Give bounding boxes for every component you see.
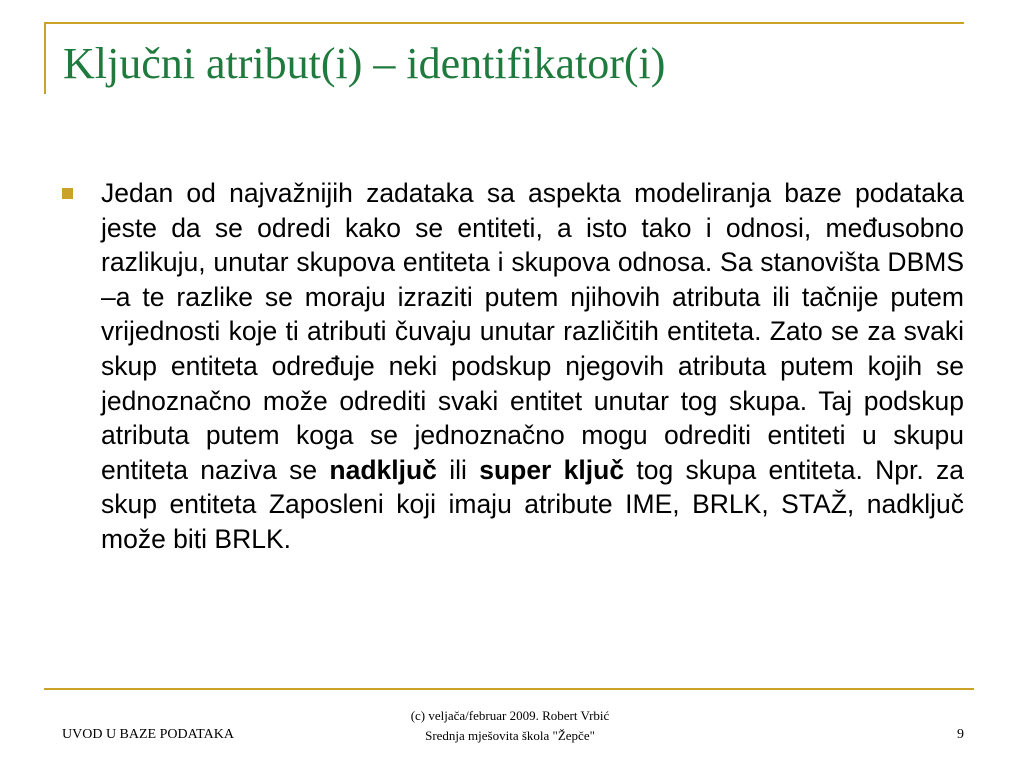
page-number: 9 bbox=[957, 727, 964, 742]
footer-copyright-line-2: Srednja mješovita škola "Žepče" bbox=[425, 728, 595, 743]
term-super-kljuc: super ključ bbox=[479, 454, 625, 485]
bottom-divider bbox=[44, 688, 974, 690]
left-divider bbox=[44, 22, 46, 94]
square-bullet-icon bbox=[62, 188, 73, 199]
term-nadkljuc: nadključ bbox=[329, 454, 437, 485]
slide-body bbox=[62, 176, 964, 557]
top-divider bbox=[44, 22, 964, 24]
footer-copyright-line-1: (c) veljača/februar 2009. Robert Vrbić bbox=[410, 708, 610, 723]
body-text-part-1: Jedan od najvažnijih zadataka sa aspekta modeliranja baze podataka jeste da se odredi kako se entiteti, a isto tako i odnosi, međusobno razlikuju, unutar skupova entiteta i skupova odnosa. Sa stanovišta DBMS –a te razlike se moraju izraziti putem njihovih atributa ili tačnije putem vrijednosti koje ti atributi čuvaju unutar različitih entiteta. Zato se za svaki skup entiteta određuje neki podskup njegovih atributa putem kojih se jednoznačno može odrediti svaki entitet unutar tog skupa. Taj podskup atributa putem koga se jednoznačno mogu odrediti entiteti u skupu entiteta naziva se bbox=[101, 178, 964, 485]
footer-course-title: UVOD U BAZE PODATAKA bbox=[62, 727, 234, 742]
body-text-part-3: tog skupa entiteta. Npr. za skup entiteta Zaposleni koji imaju atribute IME, BRLK, STAŽ, nadključ može biti BRLK. bbox=[101, 454, 964, 554]
footer-copyright bbox=[355, 706, 665, 746]
slide-title: Ključni atribut(i) – identifikator(i) bbox=[63, 39, 666, 88]
body-text-part-2: ili bbox=[436, 454, 480, 485]
body-paragraph bbox=[101, 176, 964, 557]
